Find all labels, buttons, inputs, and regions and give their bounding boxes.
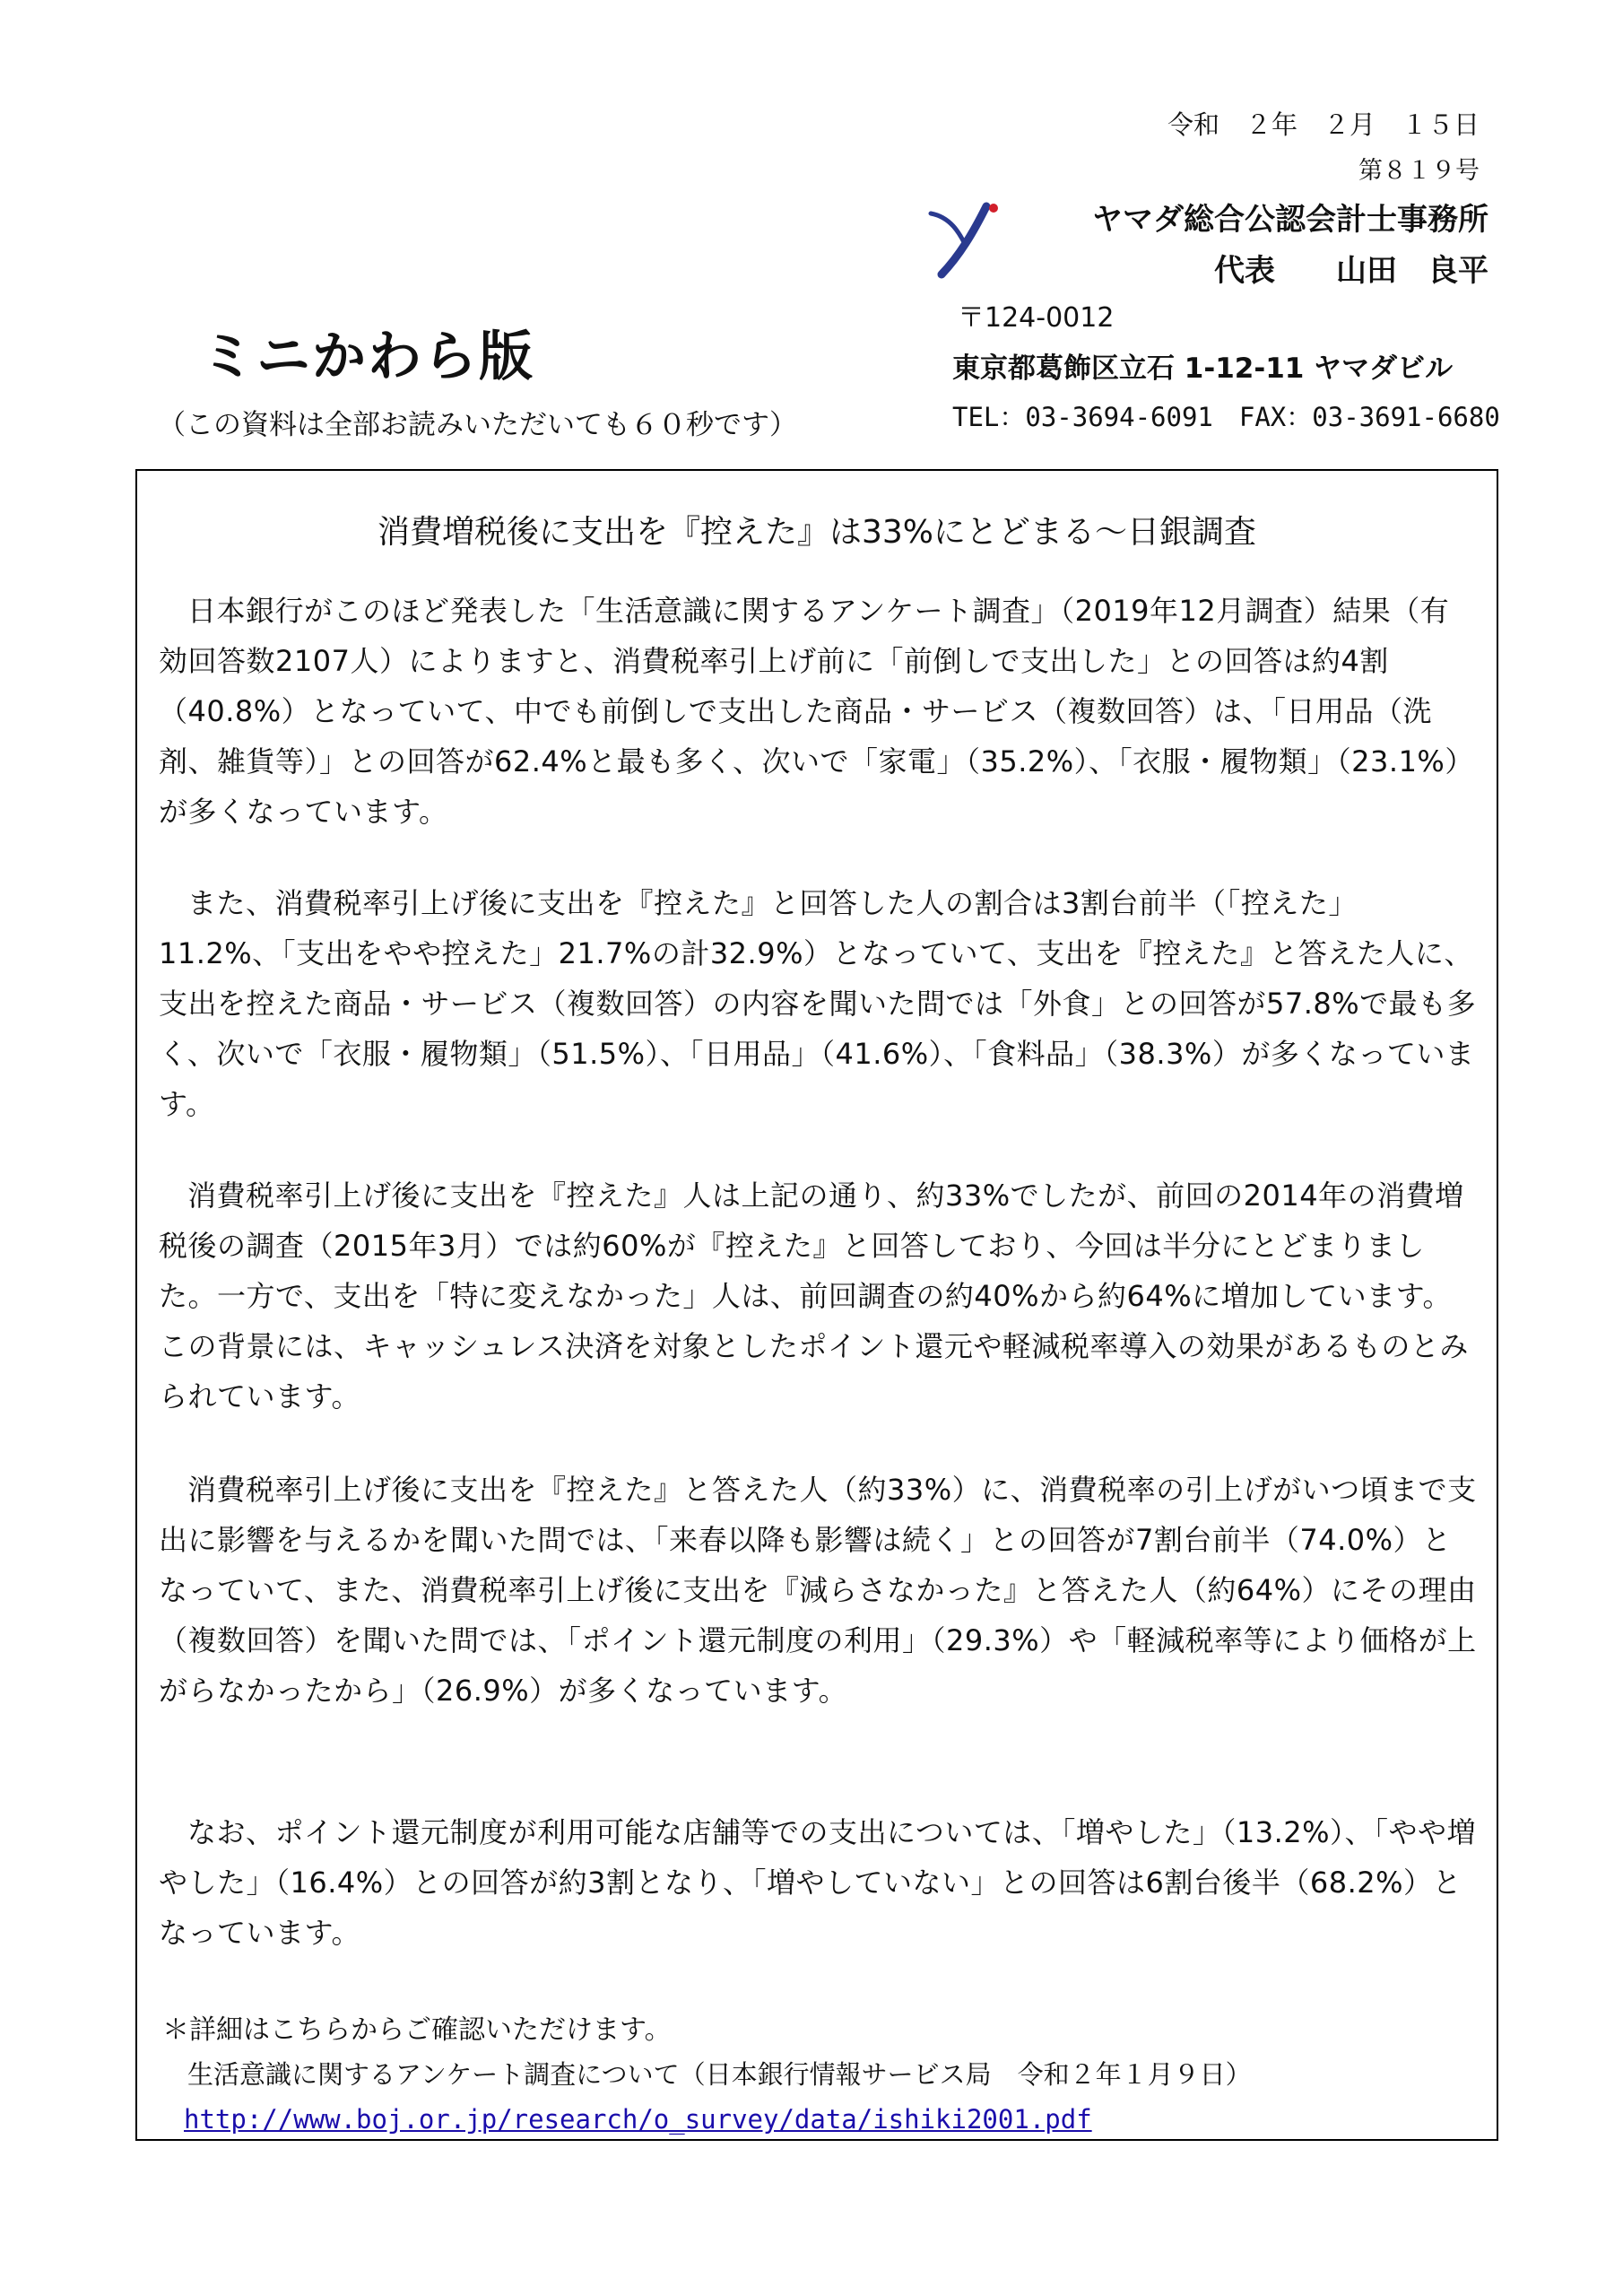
address: 東京都葛飾区立石 1-12-11 ヤマダビル [952, 352, 1454, 385]
newsletter-subtitle: （この資料は全部お読みいただいても６０秒です） [158, 409, 797, 441]
article-paragraph-4: 消費税率引上げ後に支出を『控えた』と答えた人（約33%）に、消費税率の引上げがいつ頃まで支出に影響を与えるかを聞いた問では、「来春以降も影響は続く」との回答が7割台前半（74.0%）となっていて、また、消費税率引上げ後に支出を『減らさなかった』と答えた人（約64%）にその理由（複数回答）を聞いた問では、「ポイント還元制度の利用」（29.3%）や「軽減税率等により価格が上がらなかったから」（26.9%）が多くなっています。 [159, 1473, 1477, 1708]
article-title: 消費増税後に支出を『控えた』は33%にとどまる～日銀調査 [377, 514, 1257, 551]
article-paragraph-3: 消費税率引上げ後に支出を『控えた』人は上記の通り、約33%でしたが、前回の2014年の消費増税後の調査（2015年3月）では約60%が『控えた』と回答しており、今回は半分にとどまりました。一方で、支出を「特に変えなかった」人は、前回調査の約40%から約64%に増加しています。この背景には、キャッシュレス決済を対象としたポイント還元や軽減税率導入の効果があるものとみられています。 [159, 1178, 1469, 1413]
article-paragraph-1: 日本銀行がこのほど発表した「生活意識に関するアンケート調査」（2019年12月調査）結果（有効回答数2107人）によりますと、消費税率引上げ前に「前倒しで支出した」との回答は約4割（40.8%）となっていて、中でも前倒しで支出した商品・サービス（複数回答）は、「日用品（洗剤、雑貨等）」との回答が62.4%と最も多く、次いで「家電」（35.2%）、「衣服・履物類」（23.1%）が多くなっています。 [159, 594, 1474, 829]
representative: 代表 山田 良平 [1214, 253, 1488, 289]
note-heading: ＊詳細はこちらからご確認いただけます。 [162, 2014, 672, 2046]
postal-code: 〒124-0012 [958, 302, 1115, 334]
contact-info: TEL：03-3694-6091 FAX：03-3691-6680 [952, 402, 1500, 432]
article-paragraph-2: また、消費税率引上げ後に支出を『控えた』と回答した人の割合は3割台前半（「控えた」11.2%、「支出をやや控えた」21.7%の計32.9%）となっていて、支出を『控えた』と答えた人に、支出を控えた商品・サービス（複数回答）の内容を聞いた問では「外食」との回答が57.8%で最も多く、次いで「衣服・履物類」（51.5%）、「日用品」（41.6%）、「食料品」（38.3%）が多くなっています。 [159, 886, 1477, 1121]
issue-date: 令和 ２年 ２月 １５日 [1167, 109, 1480, 140]
article-paragraph-5: なお、ポイント還元制度が利用可能な店舗等での支出については、「増やした」（13.2%）、「やや増やした」（16.4%）との回答が約3割となり、「増やしていない」との回答は6割台後半（68.2%）となっています。 [159, 1815, 1477, 1950]
firm-name: ヤマダ総合公認会計士事務所 [1092, 202, 1488, 238]
source-link[interactable]: http://www.boj.or.jp/research/o_survey/data/ishiki2001.pdf [184, 2104, 1092, 2135]
article-box [135, 469, 1498, 2141]
source-line: 生活意識に関するアンケート調査について（日本銀行情報サービス局 令和２年１月９日） [187, 2059, 1252, 2090]
newsletter-title: ミニかわら版 [201, 326, 534, 388]
firm-logo-icon [924, 197, 1006, 280]
issue-number: 第８１９号 [1358, 157, 1480, 185]
